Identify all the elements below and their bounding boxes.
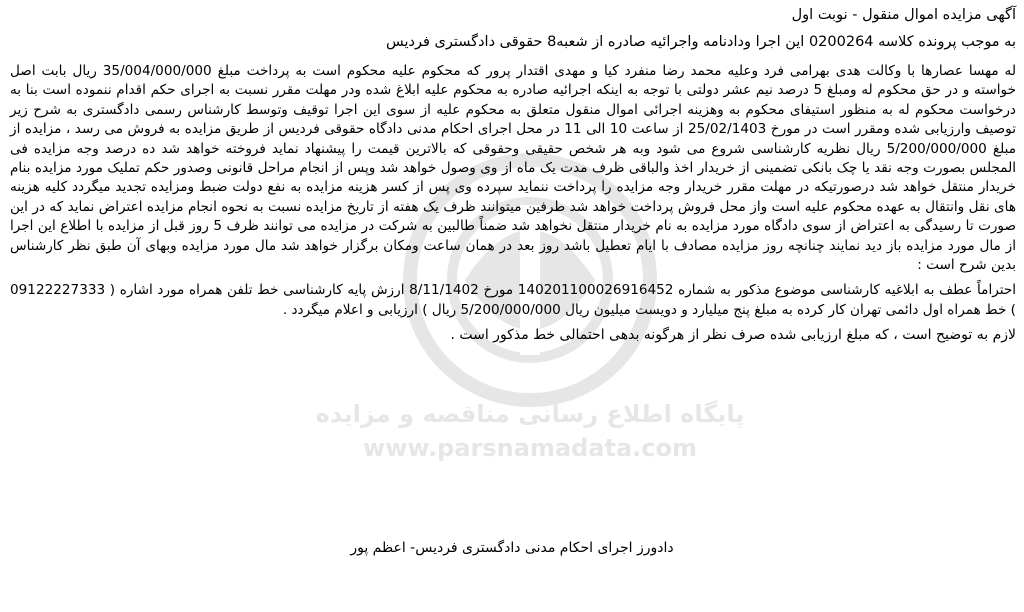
notice-paragraph-main: له مهسا عصارها با وکالت هدی بهرامی فرد وعلیه محمد رضا منفرد کیا و مهدی اقتدار پرور که محکوم علیه محکوم است به پرداخت مبلغ 35/004/000/000 ریال بابت اصل خواسته و در حق محکوم له ومبلغ 5 درصد نیم عشر دولتی با توجه به اینکه اجرائیه صادره به محکوم علیه ابلاغ شده ودر مهلت مقرر نسبت به اجرای حکم اقدام ننموده است بنا به درخواست محکوم له به منظور استیفای محکوم به وهزینه اجرائی اموال منقول متعلق به محکوم علیه از سوی این اجرا توقیف وتوسط کارشناس رسمی دادگستری به شرح زیر توصیف وارزیابی شده ومقرر است در مورخ 25/02/1403 از ساعت 10 الی 11 در محل اجرای احکام مدنی دادگاه حقوقی فردیس از طریق مزایده به فروش می رسد ، مزایده از مبلغ 5/200/000/000 ریال نظریه کارشناسی شروع می شود وبه هر شخص حقیقی وحقوقی که بالاترین قیمت را پیشنهاد نماید فروخته خواهد شد ده درصد وجه مزایده فی المجلس بصورت وجه نقد یا چک بانکی تضمینی از خریدار اخذ والباقی ظرف مدت یک ماه از وی وصول خواهد شد وپس از انجام مراحل قانونی وصدور حکم تملیک مورد مزایده بنام خریدار منتقل خواهد شد درصورتیکه در مهلت مقرر خریدار وجه مزایده را پرداخت ننماید سپرده وی پس از کسر هزینه مزایده به نفع دولت ضبط ومزایده تجدید میگردد کلیه هزینه های نقل وانتقال به عهده محکوم علیه است واز محل فروش پرداخت خواهد شد طرفین میتوانند ظرف یک هفته از تاریخ مزایده نسبت به نحوه انجام مزایده اعتراض نماید که در این صورت تا رسیدگی به اعتراض از سوی دادگاه مورد مزایده به نام خریدار منتقل نخواهد شد ضمناً طالبین به شرکت در مزایده می توانند ظرف 5 روز قبل از مزایده با اطلاع این اجرا از مال مورد مزایده باز دید نمایند چنانچه روز مزایده مصادف با ایام تعطیل باشد روز بعد در همان ساعت ومکان برگزار خواهد شد مال مورد مزایده وبهای آن طبق نظر کارشناس بدین شرح است : bbox=[10, 63, 1016, 274]
watermark-caption: پایگاه اطلاع رسانی مناقصه و مزایده bbox=[315, 400, 745, 428]
watermark-url: www.parsnamadata.com bbox=[363, 434, 697, 462]
notice-title: آگهی مزایده اموال منقول - نوبت اول bbox=[791, 7, 1016, 23]
notice-subtitle: به موجب پرونده کلاسه 0200264 این اجرا ودادنامه واجرائیه صادره از شعبه8 حقوقی دادگستری فردیس bbox=[386, 34, 1016, 50]
notice-paragraph-appraisal: احتراماً عطف به ابلاغیه کارشناسی موضوع مذکور به شماره 140201100026916452 مورخ 8/11/1402 ارزش پایه کارشناسی خط تلفن همراه مورد اشاره ( 09122227333 ) خط همراه اول دائمی تهران کار کرده به مبلغ پنج میلیارد و دویست میلیون ریال 5/200/000/000 ریال ) ارزیابی و اعلام میگردد . bbox=[10, 282, 1017, 318]
signature-line: دادورز اجرای احکام مدنی دادگستری فردیس- اعظم پور bbox=[350, 540, 674, 556]
notice-note: لازم به توضیح است ، که مبلغ ارزیابی شده صرف نظر از هرگونه بدهی احتمالی خط مذکور است . bbox=[450, 327, 1016, 344]
